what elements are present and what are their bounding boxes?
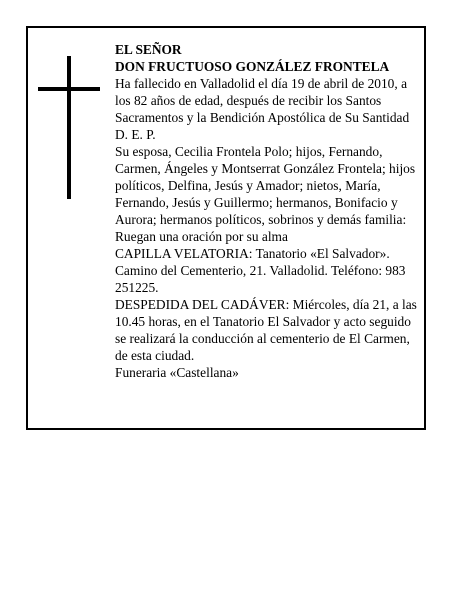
family-paragraph: Su esposa, Cecilia Frontela Polo; hijos, Fernando, Carmen, Ángeles y Montserrat González Frontela; hijos políticos, Delfina, Jesús y Amador; nietos, María, Fernando, Jesús y Guillermo; hermanos, Bonifacio y Aurora; hermanos políticos, sobrinos y demás familia: Ruegan una oración por su alma <box>115 144 416 244</box>
death-announcement: Ha fallecido en Valladolid el día 19 de abril de 2010, a los 82 años de edad, después de recibir los Santos Sacramentos y la Bendición Apostólica de Su Santidad D. E. P. <box>115 76 410 142</box>
wake-chapel-info: CAPILLA VELATORIA: Tanatorio «El Salvador». Camino del Cementerio, 21. Valladolid. Teléfono: 983 251225. <box>115 246 406 295</box>
cross-icon-vertical-bar <box>67 56 71 199</box>
notice-text <box>115 41 421 381</box>
obituary-notice <box>26 26 426 430</box>
funeral-home: Funeraria «Castellana» <box>115 365 239 380</box>
cross-icon-horizontal-bar <box>38 87 100 91</box>
deceased-name: DON FRUCTUOSO GONZÁLEZ FRONTELA <box>115 59 390 74</box>
farewell-info: DESPEDIDA DEL CADÁVER: Miércoles, día 21, a las 10.45 horas, en el Tanatorio El Salvador y acto seguido se realizará la conducción al cementerio de El Carmen, de esta ciudad. <box>115 297 417 363</box>
title-line-1: EL SEÑOR <box>115 42 182 57</box>
